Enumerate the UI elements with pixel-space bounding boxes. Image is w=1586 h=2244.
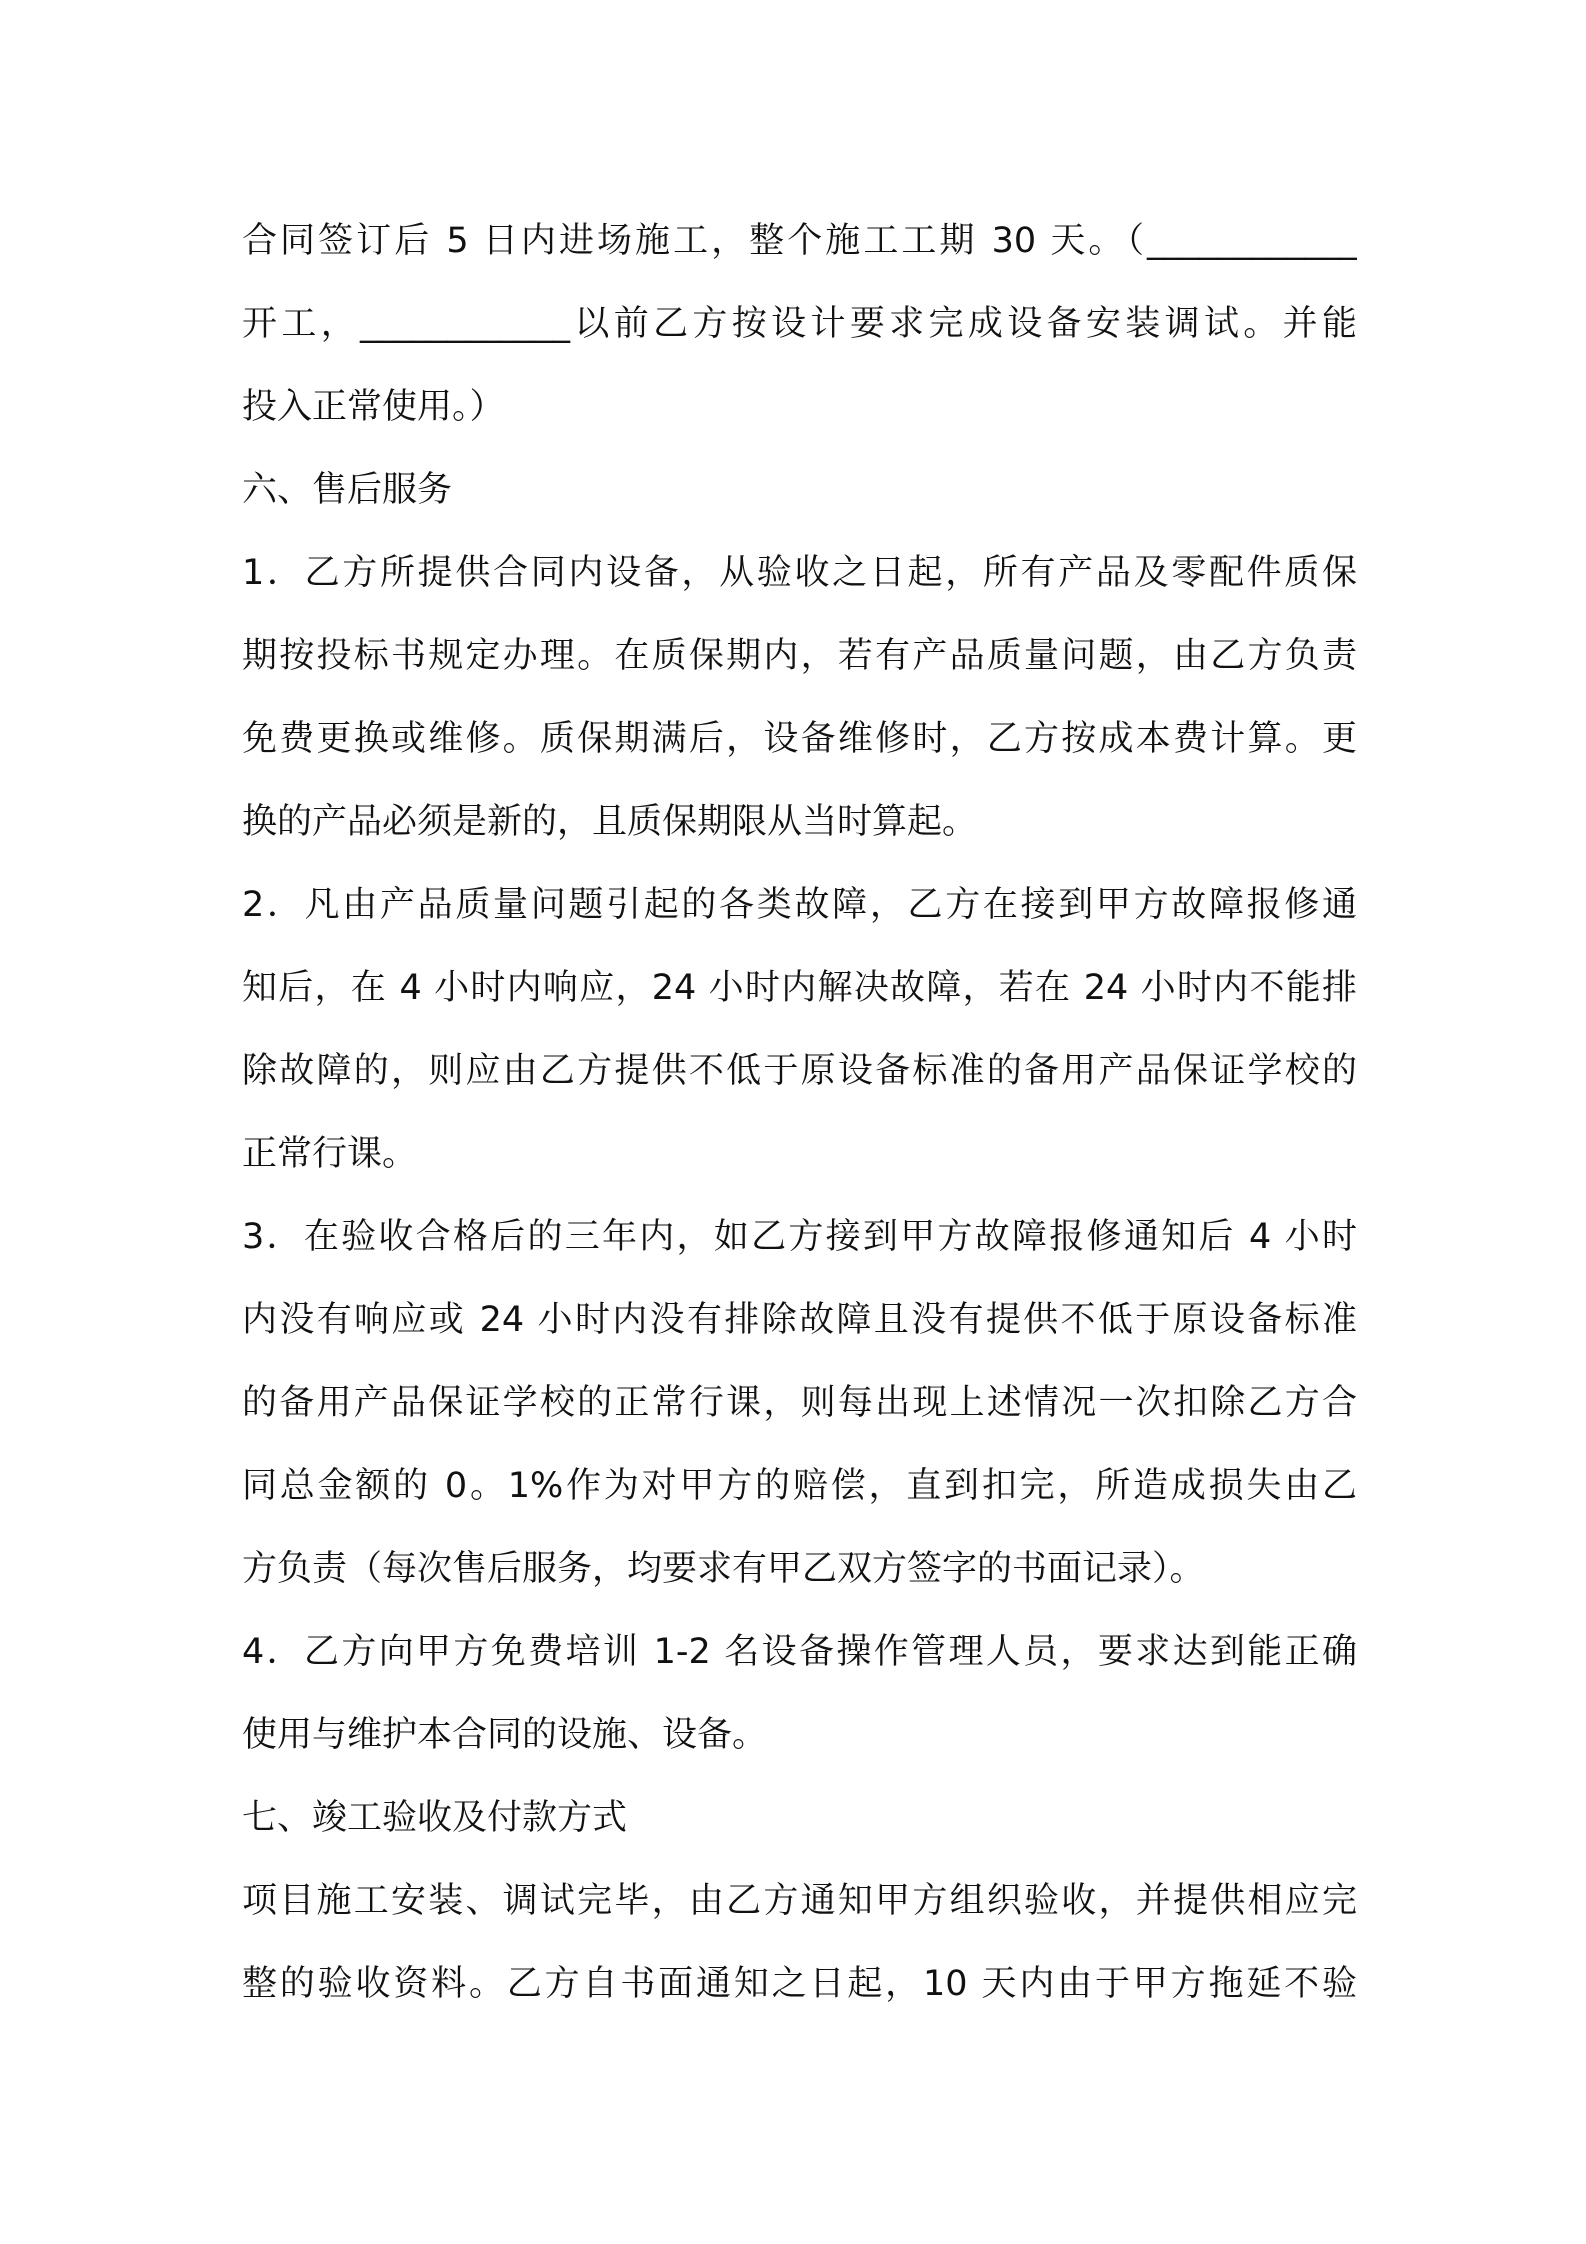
section-heading-after-sales: 六、售后服务 [242,470,453,510]
paragraph-line-start-date: 开工，____________以前乙方按设计要求完成设备安装调试。并能 [242,304,1357,344]
section-heading-acceptance-payment: 七、竣工验收及付款方式 [242,1798,628,1838]
clause-1-line-2: 期按投标书规定办理。在质保期内，若有产品质量问题，由乙方负责 [242,636,1357,676]
acceptance-line-2: 整的验收资料。乙方自书面通知之日起，10 天内由于甲方拖延不验 [242,1964,1357,2004]
clause-4-line-2: 使用与维护本合同的设施、设备。 [242,1715,768,1755]
acceptance-line-1: 项目施工安装、调试完毕，由乙方通知甲方组织验收，并提供相应完 [242,1881,1357,1921]
clause-3-line-2: 内没有响应或 24 小时内没有排除故障且没有提供不低于原设备标准 [242,1300,1357,1340]
paragraph-line-construction-period: 合同签订后 5 日内进场施工，整个施工工期 30 天。（____________ [242,221,1357,261]
clause-1-line-1: 1．乙方所提供合同内设备，从验收之日起，所有产品及零配件质保 [242,553,1357,593]
clause-2-line-2: 知后，在 4 小时内响应，24 小时内解决故障，若在 24 小时内不能排 [242,968,1357,1008]
clause-3-line-3: 的备用产品保证学校的正常行课，则每出现上述情况一次扣除乙方合 [242,1383,1357,1423]
clause-2-line-1: 2．凡由产品质量问题引起的各类故障，乙方在接到甲方故障报修通 [242,885,1357,925]
clause-3-line-1: 3．在验收合格后的三年内，如乙方接到甲方故障报修通知后 4 小时 [242,1217,1357,1257]
clause-3-line-4: 同总金额的 0。1%作为对甲方的赔偿，直到扣完，所造成损失由乙 [242,1466,1357,1506]
clause-2-line-4: 正常行课。 [242,1134,418,1174]
clause-1-line-3: 免费更换或维修。质保期满后，设备维修时，乙方按成本费计算。更 [242,719,1357,759]
clause-3-line-5: 方负责（每次售后服务，均要求有甲乙双方签字的书面记录）。 [242,1549,1205,1589]
clause-1-line-4: 换的产品必须是新的，且质保期限从当时算起。 [242,802,978,842]
clause-4-line-1: 4．乙方向甲方免费培训 1-2 名设备操作管理人员，要求达到能正确 [242,1632,1357,1672]
document-body [242,200,1357,2026]
paragraph-line-normal-use: 投入正常使用。） [242,387,505,427]
clause-2-line-3: 除故障的，则应由乙方提供不低于原设备标准的备用产品保证学校的 [242,1051,1357,1091]
